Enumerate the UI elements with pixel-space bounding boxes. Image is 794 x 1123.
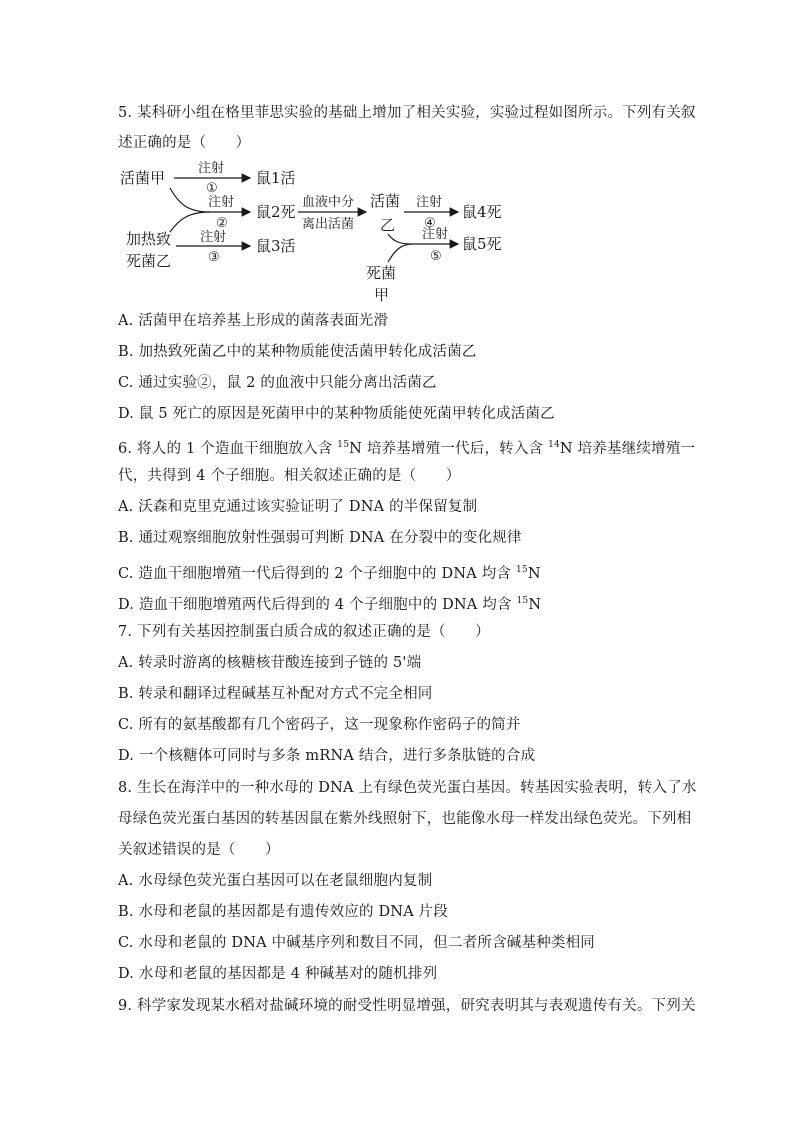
- q6-stem-line1: [118, 435, 695, 459]
- q6-option-c: [118, 560, 541, 584]
- blood-separation-label-line1: 血液中分: [302, 195, 355, 210]
- isotope-15-superscript: 15: [337, 440, 350, 450]
- q8-option-d: D. 水母和老鼠的基因都是 4 种碱基对的随机排列: [118, 966, 438, 982]
- griffith-experiment-diagram: [118, 150, 538, 310]
- merge-line-from-live-a: [170, 188, 210, 212]
- q8-stem-line3: 关叙述错误的是（ ）: [118, 842, 280, 858]
- merge-line-from-dead-a: [388, 244, 412, 262]
- live-bacteria-b-label-line1: 活菌: [370, 192, 401, 210]
- inject-label-5: 注射: [422, 227, 449, 242]
- heat-killed-b-label-line2: 死菌乙: [126, 252, 172, 270]
- q6-option-d-element: N: [528, 597, 542, 613]
- mouse-2-result: 鼠2死: [256, 203, 296, 221]
- q5-option-d: D. 鼠 5 死亡的原因是死菌甲中的某种物质能使死菌甲转化成活菌乙: [118, 406, 555, 422]
- mouse-1-result: 鼠1活: [256, 169, 296, 187]
- blood-separation-label-line2: 离出活菌: [302, 217, 355, 232]
- inject-label-1: 注射: [198, 161, 225, 176]
- q5-option-c: C. 通过实验②，鼠 2 的血液中只能分离出活菌乙: [118, 375, 437, 391]
- q6-stem-part3: N 培养基继续增殖一: [559, 441, 696, 457]
- q7-stem: 7. 下列有关基因控制蛋白质合成的叙述正确的是（ ）: [118, 624, 490, 640]
- q7-option-b: B. 转录和翻译过程碱基互补配对方式不完全相同: [118, 686, 433, 702]
- q6-stem-line2: 代，共得到 4 个子细胞。相关叙述正确的是（ ）: [118, 468, 461, 484]
- mouse-3-result: 鼠3活: [256, 237, 296, 255]
- inject-label-2: 注射: [208, 195, 235, 210]
- q5-option-a: A. 活菌甲在培养基上形成的菌落表面光滑: [118, 313, 389, 329]
- step-5-marker: ⑤: [430, 249, 442, 264]
- q6-option-c-element: N: [527, 566, 541, 582]
- live-bacteria-b-label-line2: 乙: [380, 216, 396, 234]
- q9-stem-line1: 9. 科学家发现某水稻对盐碱环境的耐受性明显增强，研究表明其与表观遗传有关。下列关: [118, 998, 696, 1014]
- q6-option-b: B. 通过观察细胞放射性强弱可判断 DNA 在分裂中的变化规律: [118, 530, 522, 546]
- q6-option-a: A. 沃森和克里克通过该实验证明了 DNA 的半保留复制: [118, 499, 478, 515]
- q8-stem-line2: 母绿色荧光蛋白基因的转基因鼠在紫外线照射下，也能像水母一样发出绿色荧光。下列相: [118, 811, 692, 827]
- merge-line-from-dead-b: [170, 212, 210, 232]
- merge-line-from-live-b: [388, 234, 412, 244]
- isotope-15-superscript: 15: [515, 565, 528, 575]
- step-1-marker: ①: [206, 181, 218, 196]
- q7-option-d: D. 一个核糖体可同时与多条 mRNA 结合，进行多条肽链的合成: [118, 748, 536, 764]
- isotope-14-superscript: 14: [548, 440, 560, 450]
- live-bacteria-a-label: 活菌甲: [120, 169, 166, 187]
- q8-option-b: B. 水母和老鼠的基因都是有遗传效应的 DNA 片段: [118, 904, 449, 920]
- inject-label-3: 注射: [200, 230, 227, 245]
- q5-stem-line2: 述正确的是（ ）: [118, 135, 251, 151]
- q6-option-c-text: C. 造血干细胞增殖一代后得到的 2 个子细胞中的 DNA 均含: [118, 566, 516, 582]
- q8-option-c: C. 水母和老鼠的 DNA 中碱基序列和数目不同，但二者所含碱基种类相同: [118, 935, 595, 951]
- mouse-5-result: 鼠5死: [462, 235, 502, 253]
- step-4-marker: ④: [424, 216, 436, 231]
- dead-bacteria-a-label-line1: 死菌: [366, 264, 397, 282]
- step-3-marker: ③: [208, 250, 220, 265]
- q7-option-a: A. 转录时游离的核糖核苷酸连接到子链的 5'端: [118, 655, 422, 671]
- mouse-4-result: 鼠4死: [462, 203, 502, 221]
- q8-stem-line1: 8. 生长在海洋中的一种水母的 DNA 上有绿色荧光蛋白基因。转基因实验表明，转入了水: [118, 780, 697, 796]
- q6-option-d: [118, 591, 541, 615]
- inject-label-4: 注射: [416, 195, 443, 210]
- step-2-marker: ②: [216, 216, 228, 231]
- dead-bacteria-a-label-line2: 甲: [374, 286, 390, 304]
- isotope-15-superscript: 15: [516, 596, 529, 606]
- q6-stem-part1: 6. 将人的 1 个造血干细胞放入含: [118, 441, 338, 457]
- q6-option-d-text: D. 造血干细胞增殖两代后得到的 4 个子细胞中的 DNA 均含: [118, 597, 517, 613]
- q5-option-b: B. 加热致死菌乙中的某种物质能使活菌甲转化成活菌乙: [118, 344, 477, 360]
- q5-stem-line1: 5. 某科研小组在格里菲思实验的基础上增加了相关实验，实验过程如图所示。下列有关叙: [118, 105, 696, 121]
- q7-option-c: C. 所有的氨基酸都有几个密码子，这一现象称作密码子的简并: [118, 717, 521, 733]
- heat-killed-b-label-line1: 加热致: [126, 230, 172, 248]
- q8-option-a: A. 水母绿色荧光蛋白基因可以在老鼠细胞内复制: [118, 873, 433, 889]
- q6-stem-part2: N 培养基增殖一代后，转入含: [349, 441, 549, 457]
